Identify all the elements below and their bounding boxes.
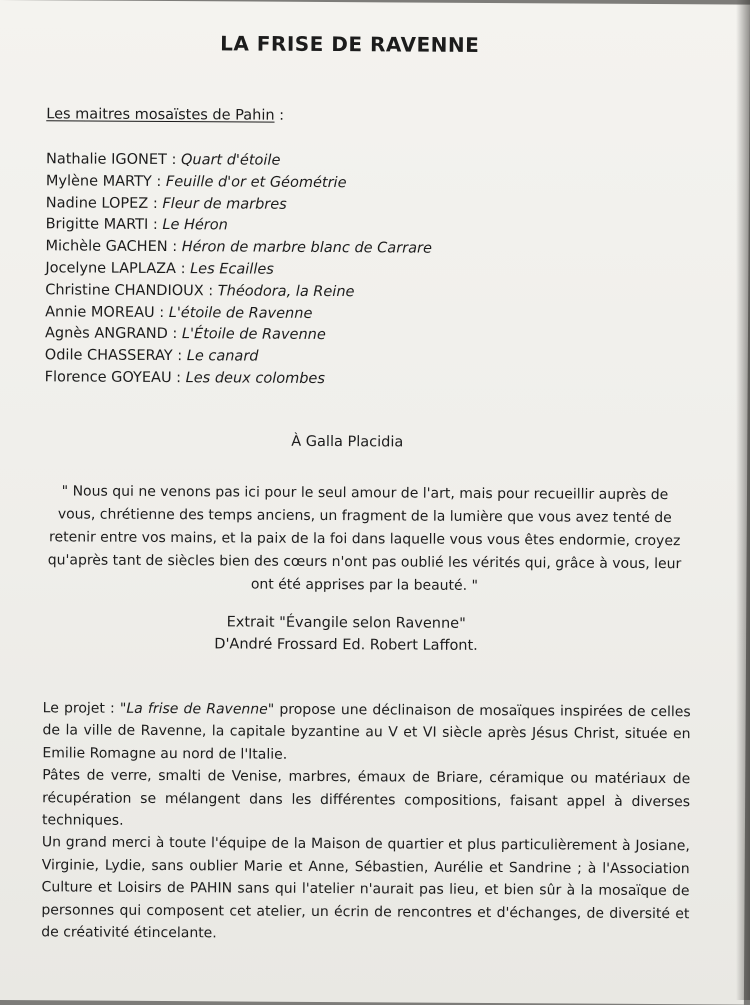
project-thanks: Un grand merci à toute l'équipe de la Maison de quartier et plus particulièrement à Josiane, Virginie, Lydie, sans oublier Marie et Anne, Sébastien, Aurélie et Sandrine ; à l'Association Culture et Loisirs de PAHIN sans qui l'atelier n'aurait pas lieu, et bien sûr à la mosaïque de personnes qui composent cet atelier, un écrin de rencontres et d'échanges, de diversité et de créativité étincelante. (41, 834, 690, 942)
list-item (45, 367, 432, 391)
list-item (45, 324, 432, 348)
separator: : (148, 217, 163, 234)
master-name: Michèle GACHEN (45, 238, 168, 256)
separator: : (167, 326, 182, 343)
masters-heading-colon: : (274, 107, 285, 124)
master-name: Odile CHASSERAY (44, 347, 173, 365)
separator: : (167, 239, 182, 256)
quote-source (0, 610, 696, 658)
artwork-title: Quart d'étoile (180, 152, 281, 169)
source-line-1: Extrait "Évangile selon Ravenne" (226, 614, 466, 632)
master-name: Jocelyne LAPLAZA (45, 260, 177, 278)
masters-heading-text: Les maitres mosaïstes de Pahin (46, 106, 275, 124)
separator: : (151, 173, 166, 190)
list-item (45, 236, 432, 260)
master-name: Florence GOYEAU (44, 369, 172, 387)
master-name: Nathalie IGONET (45, 151, 167, 169)
separator: : (166, 152, 182, 169)
project-description (41, 697, 690, 947)
master-name: Agnès ANGRAND (44, 325, 168, 343)
separator: : (154, 304, 169, 321)
list-item (45, 302, 432, 326)
list-item (45, 345, 432, 369)
list-item (45, 280, 432, 304)
artwork-title: L'étoile de Ravenne (168, 304, 313, 322)
separator: : (171, 370, 186, 387)
separator: : (148, 195, 163, 212)
project-materials: Pâtes de verre, smalti de Venise, marbres, émaux de Briare, céramique ou matériaux de récupération se mélangent dans les différentes compositions, faisant appel à diverses techniques. (41, 767, 691, 829)
master-name: Mylène MARTY (45, 173, 152, 190)
artwork-title: L'Étoile de Ravenne (181, 326, 326, 344)
artwork-title: Les Ecailles (190, 261, 274, 278)
artwork-title: Héron de marbre blanc de Carrare (181, 239, 432, 257)
masters-list (45, 149, 433, 391)
separator: : (172, 348, 187, 365)
master-name: Annie MOREAU (45, 303, 155, 321)
page-edge-shadow (736, 0, 750, 1000)
artwork-title: Le canard (186, 348, 259, 365)
project-intro-text: propose une déclinaison de mosaïques inspirées de celles de la ville de Ravenne, la capitale byzantine au V et VI siècle après Jésus Christ, située en Emilie Romagne au nord de l'Italie. (42, 701, 691, 763)
project-title: "La frise de Ravenne" (119, 700, 275, 718)
list-item (46, 149, 433, 173)
list-item (46, 193, 433, 217)
page-title: LA FRISE DE RAVENNE (220, 31, 480, 57)
master-name: Brigitte MARTI (45, 216, 149, 234)
artwork-title: Théodora, la Reine (217, 283, 355, 300)
project-label: Le projet : (42, 700, 121, 717)
artwork-title: Fleur de marbres (162, 195, 287, 213)
dedication: À Galla Placidia (291, 433, 404, 451)
masters-heading (46, 106, 284, 123)
list-item (46, 215, 433, 239)
quote-text: " Nous qui ne venons pas ici pour le seul amour de l'art, mais pour recueillir auprès de vous, chrétienne des temps anciens, un fragment de la lumière que vous avez tenté de retenir entre vos mains, et la paix de la foi dans laquelle vous vous êtes endormie, croyez qu'après tant de siècles bien des cœurs n'ont pas oublié les vérités qui, grâce à vous, leur ont été apprises par la beauté. " (47, 483, 682, 594)
artwork-title: Feuille d'or et Géométrie (165, 173, 347, 191)
master-name: Nadine LOPEZ (45, 194, 149, 212)
separator: : (203, 283, 218, 300)
artwork-title: Les deux colombes (185, 370, 325, 387)
separator: : (175, 261, 191, 278)
list-item (46, 171, 433, 195)
list-item (45, 258, 432, 282)
master-name: Christine CHANDIOUX (45, 282, 204, 300)
artwork-title: Le Héron (162, 217, 228, 234)
source-line-2: D'André Frossard Ed. Robert Laffont. (214, 636, 478, 654)
project-intro (42, 697, 690, 768)
